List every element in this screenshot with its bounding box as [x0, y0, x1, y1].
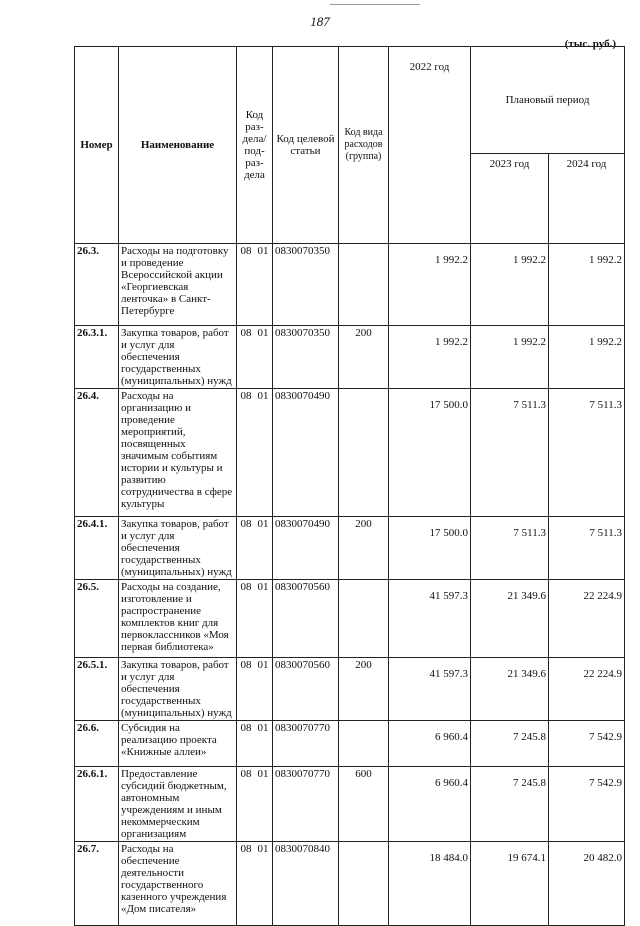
- table-row: [75, 658, 625, 721]
- row-expense-type: [339, 244, 389, 326]
- row-section: 08: [240, 659, 252, 671]
- table-row: [75, 721, 625, 767]
- row-target-code: 0830070560: [273, 580, 339, 658]
- row-value-2024: 7 542.9: [549, 767, 625, 842]
- table-row: [75, 842, 625, 926]
- row-name: Субсидия на реализацию проекта «Книжные аллеи»: [119, 721, 237, 767]
- table-row: [75, 389, 625, 517]
- row-number: 26.6.1.: [75, 767, 119, 842]
- row-section-code: [237, 580, 273, 658]
- header-row: [75, 47, 625, 154]
- row-name: Предоставление субсидий бюджетным, автономным учреждениям и иным некоммерческим организациям: [119, 767, 237, 842]
- row-value-2024: 20 482.0: [549, 842, 625, 926]
- row-subsection: 01: [257, 768, 269, 780]
- row-section: 08: [240, 768, 252, 780]
- header-section: Код раз-дела/ под-раз-дела: [237, 47, 273, 244]
- row-value-2022: 6 960.4: [389, 721, 471, 767]
- row-number: 26.4.1.: [75, 517, 119, 580]
- row-value-2022: 6 960.4: [389, 767, 471, 842]
- row-expense-type: [339, 721, 389, 767]
- row-expense-type: [339, 842, 389, 926]
- row-target-code: 0830070560: [273, 658, 339, 721]
- header-2023: 2023 год: [471, 154, 549, 244]
- row-section-code: [237, 842, 273, 926]
- row-value-2024: 22 224.9: [549, 580, 625, 658]
- row-expense-type: 200: [339, 658, 389, 721]
- row-section-code: [237, 658, 273, 721]
- row-name: Расходы на подготовку и проведение Всероссийской акции «Георгиевская ленточка» в Санкт-Петербурге: [119, 244, 237, 326]
- row-subsection: 01: [257, 722, 269, 734]
- row-value-2024: 1 992.2: [549, 326, 625, 389]
- table-row: [75, 517, 625, 580]
- row-subsection: 01: [257, 245, 269, 257]
- row-expense-type: [339, 580, 389, 658]
- row-name: Закупка товаров, работ и услуг для обеспечения государственных (муниципальных) нужд: [119, 326, 237, 389]
- row-value-2022: 17 500.0: [389, 517, 471, 580]
- row-name: Закупка товаров, работ и услуг для обеспечения государственных (муниципальных) нужд: [119, 517, 237, 580]
- units-label: (тыс. руб.): [564, 38, 616, 50]
- row-name: Расходы на организацию и проведение мероприятий, посвященных значимым событиям истории и культуры и развитию сотрудничества в сфере культуры: [119, 389, 237, 517]
- row-target-code: 0830070840: [273, 842, 339, 926]
- row-target-code: 0830070490: [273, 517, 339, 580]
- table-row: [75, 767, 625, 842]
- header-name: Наименование: [119, 47, 237, 244]
- row-value-2022: 41 597.3: [389, 580, 471, 658]
- header-expense-type: Код вида расходов (группа): [339, 47, 389, 244]
- header-planning-period: Плановый период: [471, 47, 625, 154]
- row-value-2023: 21 349.6: [471, 658, 549, 721]
- row-name: Расходы на создание, изготовление и распространение комплектов книг для первоклассников «Моя первая библиотека»: [119, 580, 237, 658]
- row-value-2024: 22 224.9: [549, 658, 625, 721]
- row-section: 08: [240, 327, 252, 339]
- row-value-2023: 1 992.2: [471, 244, 549, 326]
- row-target-code: 0830070350: [273, 244, 339, 326]
- row-section-code: [237, 517, 273, 580]
- row-name: Закупка товаров, работ и услуг для обеспечения государственных (муниципальных) нужд: [119, 658, 237, 721]
- row-section-code: [237, 326, 273, 389]
- table-row: [75, 580, 625, 658]
- row-value-2024: 7 511.3: [549, 389, 625, 517]
- header-2022: 2022 год: [389, 47, 471, 244]
- row-number: 26.5.1.: [75, 658, 119, 721]
- row-value-2022: 18 484.0: [389, 842, 471, 926]
- page-number: 187: [310, 14, 330, 29]
- row-section-code: [237, 767, 273, 842]
- row-subsection: 01: [257, 581, 269, 593]
- row-number: 26.6.: [75, 721, 119, 767]
- row-section: 08: [240, 245, 252, 257]
- row-section: 08: [240, 390, 252, 402]
- row-section: 08: [240, 722, 252, 734]
- row-target-code: 0830070770: [273, 721, 339, 767]
- row-subsection: 01: [257, 390, 269, 402]
- table-row: [75, 244, 625, 326]
- row-subsection: 01: [257, 518, 269, 530]
- top-rule: [330, 4, 420, 5]
- row-subsection: 01: [257, 659, 269, 671]
- header-target: Код целевой статьи: [273, 47, 339, 244]
- row-value-2024: 7 511.3: [549, 517, 625, 580]
- row-subsection: 01: [257, 327, 269, 339]
- row-target-code: 0830070770: [273, 767, 339, 842]
- row-value-2023: 1 992.2: [471, 326, 549, 389]
- row-section: 08: [240, 581, 252, 593]
- row-value-2024: 1 992.2: [549, 244, 625, 326]
- row-section: 08: [240, 518, 252, 530]
- row-value-2023: 7 245.8: [471, 721, 549, 767]
- row-subsection: 01: [257, 843, 269, 855]
- row-number: 26.7.: [75, 842, 119, 926]
- row-value-2022: 1 992.2: [389, 244, 471, 326]
- row-number: 26.3.: [75, 244, 119, 326]
- row-value-2022: 17 500.0: [389, 389, 471, 517]
- row-expense-type: 200: [339, 517, 389, 580]
- row-value-2023: 21 349.6: [471, 580, 549, 658]
- header-2024: 2024 год: [549, 154, 625, 244]
- row-value-2022: 1 992.2: [389, 326, 471, 389]
- row-section-code: [237, 244, 273, 326]
- row-expense-type: 200: [339, 326, 389, 389]
- row-target-code: 0830070490: [273, 389, 339, 517]
- row-value-2023: 7 511.3: [471, 389, 549, 517]
- row-target-code: 0830070350: [273, 326, 339, 389]
- row-value-2023: 19 674.1: [471, 842, 549, 926]
- row-section-code: [237, 389, 273, 517]
- row-number: 26.4.: [75, 389, 119, 517]
- row-section: 08: [240, 843, 252, 855]
- row-number: 26.3.1.: [75, 326, 119, 389]
- row-value-2023: 7 245.8: [471, 767, 549, 842]
- table-row: [75, 326, 625, 389]
- budget-table: [74, 46, 625, 926]
- row-expense-type: 600: [339, 767, 389, 842]
- row-section-code: [237, 721, 273, 767]
- row-value-2023: 7 511.3: [471, 517, 549, 580]
- row-expense-type: [339, 389, 389, 517]
- row-name: Расходы на обеспечение деятельности государственного казенного учреждения «Дом писателя»: [119, 842, 237, 926]
- row-number: 26.5.: [75, 580, 119, 658]
- row-value-2022: 41 597.3: [389, 658, 471, 721]
- row-value-2024: 7 542.9: [549, 721, 625, 767]
- header-number: Номер: [75, 47, 119, 244]
